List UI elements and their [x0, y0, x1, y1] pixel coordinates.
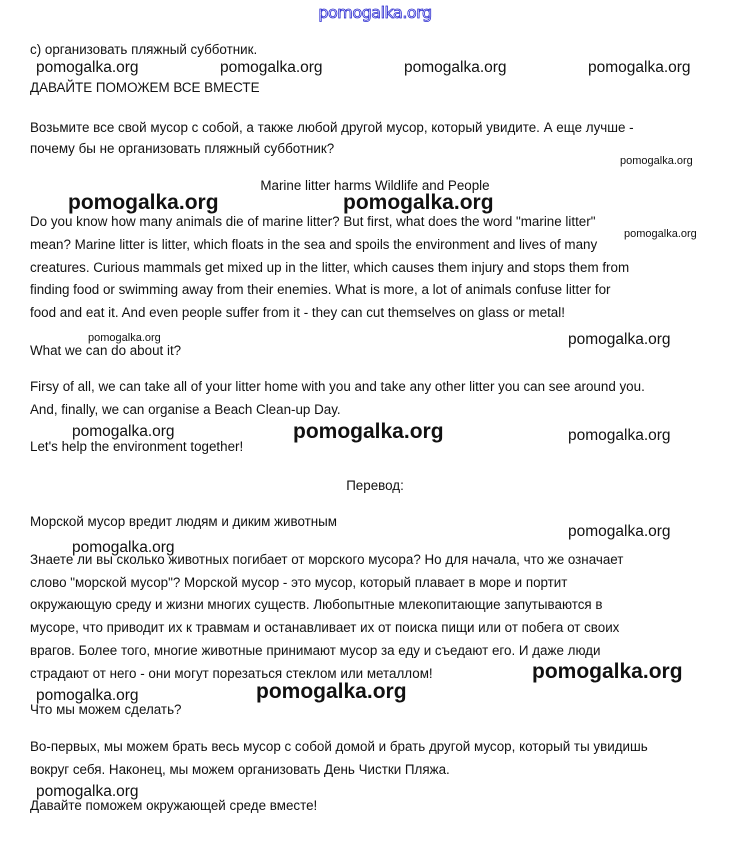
- watermark: pomogalka.org: [68, 191, 219, 214]
- watermark: pomogalka.org: [36, 783, 139, 800]
- watermark: pomogalka.org: [404, 59, 507, 76]
- english-paragraph-line: finding food or swimming away from their enemies. What is more, a lot of animals confuse litter for: [30, 282, 611, 297]
- watermark: pomogalka.org: [36, 687, 139, 704]
- watermark: pomogalka.org: [568, 523, 671, 540]
- english-title: Marine litter harms Wildlife and People: [260, 178, 490, 193]
- watermark: pomogalka.org: [88, 332, 161, 344]
- russian-paragraph-line: окружающую среду и жизни многих существ. Любопытные млекопитающие запутываются в: [30, 597, 603, 612]
- english-paragraph-line: creatures. Curious mammals get mixed up in the litter, which causes them injury and stops them from: [30, 260, 630, 275]
- watermark: pomogalka.org: [72, 423, 175, 440]
- russian-paragraph-line: вокруг себя. Наконец, мы можем организовать День Чистки Пляжа.: [30, 762, 450, 777]
- russian-paragraph-line: страдают от него - они могут порезаться стеклом или металлом!: [30, 666, 433, 681]
- watermark: pomogalka.org: [256, 680, 407, 703]
- russian-paragraph-line: Знаете ли вы сколько животных погибает от морского мусора? Но для начала, что же означает: [30, 552, 624, 567]
- slogan: ДАВАЙТЕ ПОМОЖЕМ ВСЕ ВМЕСТЕ: [30, 80, 260, 95]
- english-paragraph-line: And, finally, we can organise a Beach Clean-up Day.: [30, 402, 341, 417]
- task-line: c) организовать пляжный субботник.: [30, 42, 258, 57]
- intro-line: почему бы не организовать пляжный субботник?: [30, 141, 335, 156]
- russian-title: Морской мусор вредит людям и диким животным: [30, 514, 337, 529]
- russian-paragraph-line: слово "морской мусор"? Морской мусор - это мусор, который плавает в море и портит: [30, 575, 568, 590]
- russian-paragraph-line: Во-первых, мы можем брать весь мусор с собой домой и брать другой мусор, который ты увидишь: [30, 739, 648, 754]
- watermark: pomogalka.org: [568, 331, 671, 348]
- watermark: pomogalka.org: [220, 59, 323, 76]
- watermark: pomogalka.org: [36, 59, 139, 76]
- intro-line: Возьмите все свой мусор с собой, а также любой другой мусор, который увидите. А еще лучше -: [30, 120, 634, 135]
- watermark: pomogalka.org: [568, 427, 671, 444]
- watermark: pomogalka.org: [293, 420, 444, 443]
- watermark: pomogalka.org: [624, 228, 697, 240]
- english-closing: Let's help the environment together!: [30, 439, 244, 454]
- russian-question: Что мы можем сделать?: [30, 702, 182, 717]
- watermark: pomogalka.org: [532, 660, 683, 683]
- russian-paragraph-line: мусоре, что приводит их к травмам и останавливает их от поиска пищи или от побега от своих: [30, 620, 620, 635]
- watermark: pomogalka.org: [72, 539, 175, 556]
- english-paragraph-line: mean? Marine litter is litter, which floats in the sea and spoils the environment and lives of many: [30, 237, 598, 252]
- watermark: pomogalka.org: [588, 59, 691, 76]
- english-paragraph-line: food and eat it. And even people suffer from it - they can cut themselves on glass or metal!: [30, 305, 565, 320]
- header-watermark: pomogalka.org: [318, 3, 432, 22]
- watermark: pomogalka.org: [343, 191, 494, 214]
- russian-paragraph-line: врагов. Более того, многие животные принимают мусор за еду и съедают его. И даже люди: [30, 643, 601, 658]
- translation-label: Перевод:: [346, 478, 404, 493]
- watermark: pomogalka.org: [620, 155, 693, 167]
- english-paragraph-line: Firsy of all, we can take all of your litter home with you and take any other litter you can see around you.: [30, 379, 645, 394]
- english-question: What we can do about it?: [30, 343, 182, 358]
- russian-closing: Давайте поможем окружающей среде вместе!: [30, 798, 318, 813]
- english-paragraph-line: Do you know how many animals die of marine litter? But first, what does the word "marine litter": [30, 214, 596, 229]
